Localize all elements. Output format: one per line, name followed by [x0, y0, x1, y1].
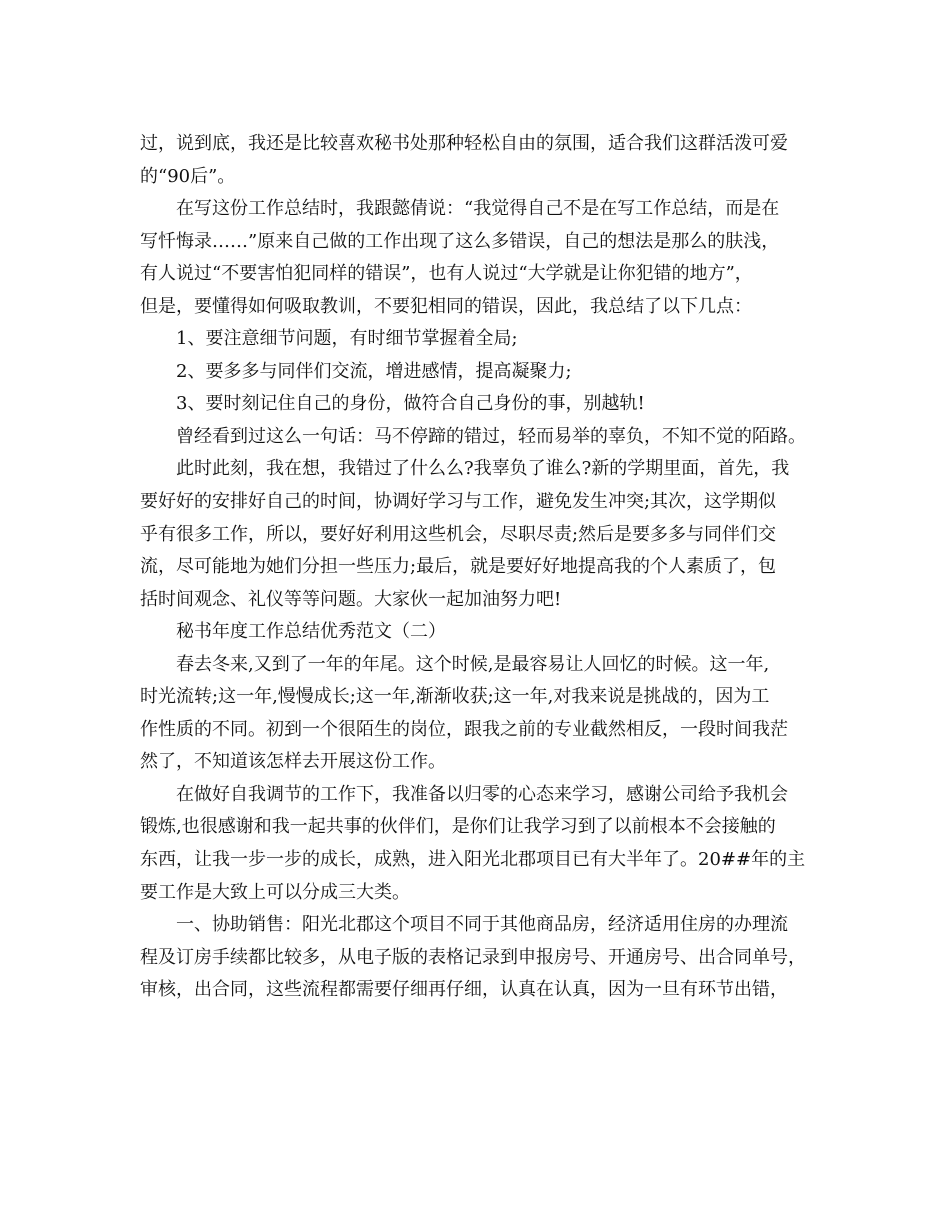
text-line-27: 审核，出合同，这些流程都需要仔细再仔细，认真在认真，因为一旦有环节出错， [140, 979, 788, 1001]
text-line-24: 要工作是大致上可以分成三大类。 [140, 881, 410, 903]
text-line-17: 春去冬来,又到了一年的年尾。这个时候,是最容易让人回忆的时候。这一年, [176, 653, 770, 675]
text-line-2: 的“90后”。 [140, 165, 236, 187]
text-line-5: 有人说过“不要害怕犯同样的错误”，也有人说过“大学就是让你犯错的地方”， [140, 263, 753, 285]
text-line-22: 锻炼,也很感谢和我一起共事的伙伴们，是你们让我学习到了以前根本不会接触的 [140, 816, 776, 838]
text-line-20: 然了，不知道该怎样去开展这份工作。 [140, 751, 446, 773]
text-line-19: 作性质的不同。初到一个很陌生的岗位，跟我之前的专业截然相反，一段时间我茫 [140, 718, 788, 740]
document-body [140, 128, 812, 1007]
text-line-13: 乎有很多工作，所以，要好好利用这些机会，尽职尽责;然后是要多多与同伴们交 [140, 523, 777, 545]
text-line-26: 程及订房手续都比较多，从电子版的表格记录到申报房号、开通房号、出合同单号， [140, 946, 806, 968]
list-item-2: 2、要多多与同伴们交流，增进感情，提高凝聚力; [176, 360, 572, 382]
text-line-11: 此时此刻，我在想，我错过了什么么?我辜负了谁么?新的学期里面，首先，我 [176, 458, 790, 480]
text-line-21: 在做好自我调节的工作下，我准备以归零的心态来学习，感谢公司给予我机会 [176, 783, 788, 805]
text-line-15: 括时间观念、礼仪等等问题。大家伙一起加油努力吧! [140, 588, 562, 610]
text-line-1: 过，说到底，我还是比较喜欢秘书处那种轻松自由的氛围，适合我们这群活泼可爱 [140, 133, 788, 154]
text-line-4: 写忏悔录……”原来自己做的工作出现了这么多错误，自己的想法是那么的肤浅， [140, 230, 780, 252]
section-heading: 秘书年度工作总结优秀范文（二） [176, 621, 446, 643]
text-line-23: 东西，让我一步一步的成长，成熟，进入阳光北郡项目已有大半年了。20##年的主 [140, 849, 806, 871]
text-line-14: 流，尽可能地为她们分担一些压力;最后，就是要好好地提高我的个人素质了，包 [140, 556, 777, 578]
text-line-18: 时光流转;这一年,慢慢成长;这一年,渐渐收获;这一年,对我来说是挑战的，因为工 [140, 686, 770, 708]
text-line-6: 但是，要懂得如何吸取教训，不要犯相同的错误，因此，我总结了以下几点： [140, 295, 752, 317]
text-line-10: 曾经看到过这么一句话：马不停蹄的错过，轻而易举的辜负，不知不觉的陌路。 [176, 425, 806, 447]
text-line-25: 一、协助销售：阳光北郡这个项目不同于其他商品房，经济适用住房的办理流 [176, 914, 788, 936]
list-item-1: 1、要注意细节问题，有时细节掌握着全局; [176, 328, 518, 350]
text-line-12: 要好好的安排好自己的时间，协调好学习与工作，避免发生冲突;其次，这学期似 [140, 491, 777, 513]
text-line-3: 在写这份工作总结时，我跟懿倩说：“我觉得自己不是在写工作总结，而是在 [176, 198, 780, 220]
list-item-3: 3、要时刻记住自己的身份，做符合自己身份的事，别越轨! [176, 393, 645, 415]
